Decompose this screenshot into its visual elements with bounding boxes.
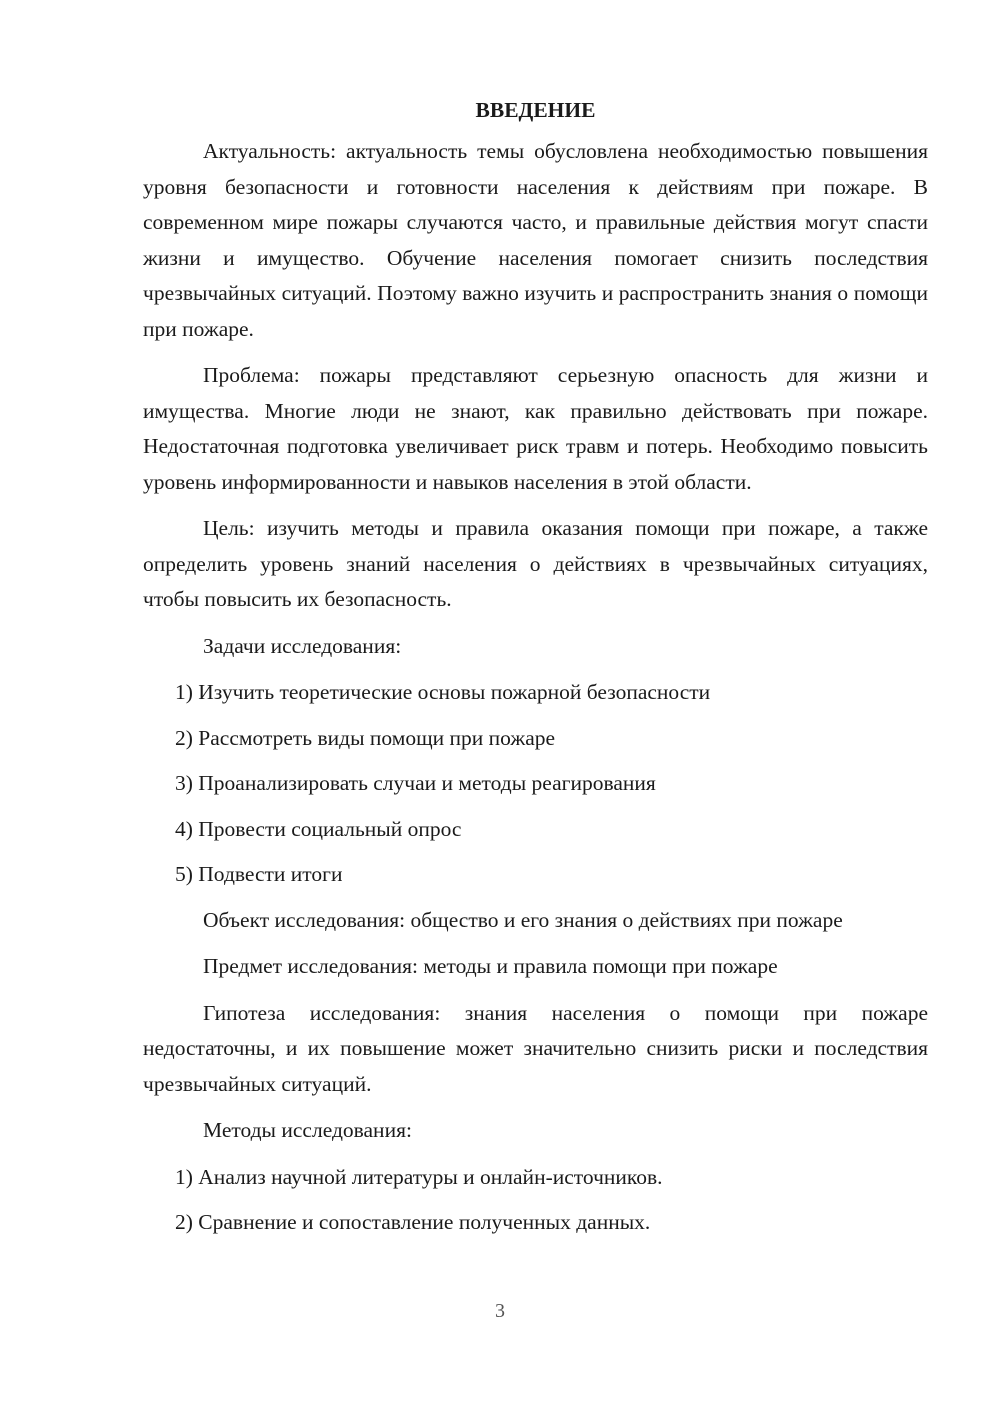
list-item: 4) Провести социальный опрос <box>175 816 462 841</box>
object-paragraph: Объект исследования: общество и его знания о действиях при пожаре <box>203 907 843 932</box>
document-page <box>143 92 928 1251</box>
methods-heading: Методы исследования: <box>203 1118 412 1142</box>
methods-list <box>143 1160 928 1241</box>
list-item: 3) Проанализировать случаи и методы реагирования <box>175 771 656 795</box>
hypothesis-paragraph: Гипотеза исследования: знания населения о помощи при пожаре недостаточны, и их повышение может значительно снизить риски и последствия чрезвычайных ситуаций. <box>143 1000 928 1096</box>
list-item: 2) Сравнение и сопоставление полученных данных. <box>175 1210 651 1234</box>
goal-paragraph: Цель: изучить методы и правила оказания помощи при пожаре, а также определить уровень знаний населения о действиях в чрезвычайных ситуациях, чтобы повысить их безопасность. <box>143 516 928 611</box>
problem-paragraph: Проблема: пожары представляют серьезную опасность для жизни и имущества. Многие люди не знают, как правильно действовать при пожаре. Недостаточная подготовка увеличивает риск травм и потерь. Необходимо повысить уровень информированности и навыков населения в этой области. <box>143 363 928 494</box>
page-title: ВВЕДЕНИЕ <box>475 98 596 122</box>
page-number: 3 <box>495 1300 505 1322</box>
list-item: 2) Рассмотреть виды помощи при пожаре <box>175 725 556 750</box>
list-item: 1) Анализ научной литературы и онлайн-источников. <box>175 1164 663 1189</box>
relevance-paragraph: Актуальность: актуальность темы обусловлена необходимостью повышения уровня безопасности и готовности населения к действиям при пожаре. В современном мире пожары случаются часто, и правильные действия могут спасти жизни и имущество. Обучение населения помогает снизить последствия чрезвычайных ситуаций. Поэтому важно изучить и распространить знания о помощи при пожаре. <box>143 139 928 341</box>
subject-paragraph: Предмет исследования: методы и правила помощи при пожаре <box>203 954 778 978</box>
tasks-heading: Задачи исследования: <box>203 633 402 658</box>
tasks-list <box>143 675 928 893</box>
list-item: 1) Изучить теоретические основы пожарной безопасности <box>175 680 711 704</box>
list-item: 5) Подвести итоги <box>175 862 343 886</box>
